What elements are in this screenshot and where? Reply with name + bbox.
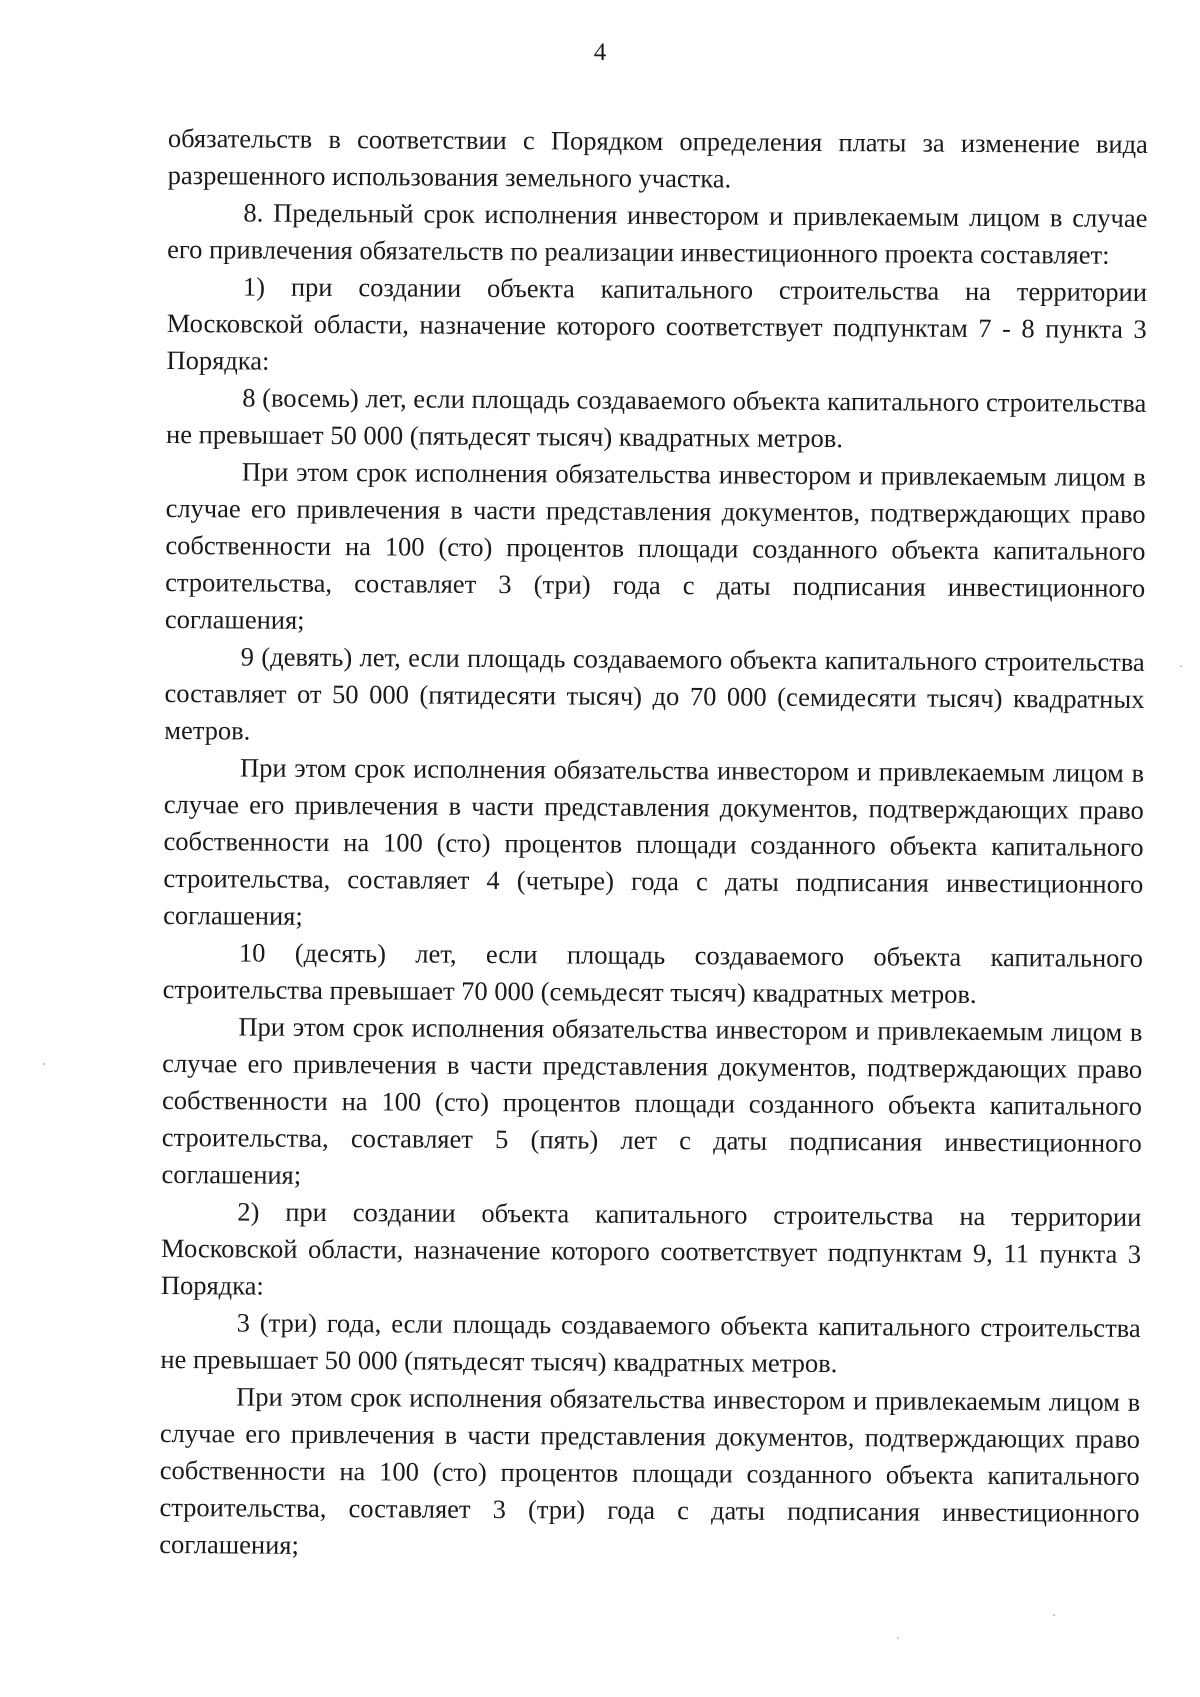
- paragraph-docs-term-5-years: При этом срок исполнения обязательства инвестором и привлекаемым лицом в случае его привлечения в части представления документов, подтверждающих право собственности на 100 (сто) процентов площади созданного объекта капитального строительства, составляет 5 (пять) лет с даты подписания инвестиционного соглашения;: [161, 1011, 1143, 1190]
- scan-speck: [1053, 1614, 1055, 1616]
- scan-speck: [43, 1063, 45, 1065]
- paragraph-term-8-years: 8 (восемь) лет, если площадь создаваемого объекта капитального строительства не превышает 50 000 (пятьдесят тысяч) квадратных метров.: [165, 382, 1147, 454]
- paragraph-clause-8: 8. Предельный срок исполнения инвестором и привлекаемым лицом в случае его привлечения обязательств по реализации инвестиционного проекта составляет:: [167, 197, 1148, 270]
- scan-speck: [897, 1637, 899, 1639]
- paragraph-subclause-2: 2) при создании объекта капитального строительства на территории Московской области, назначение которого соответствует подпунктам 9, 11 пункта 3 Порядка:: [160, 1196, 1142, 1301]
- paragraph-term-3-years: 3 (три) года, если площадь создаваемого объекта капитального строительства не превышает 50 000 (пятьдесят тысяч) квадратных метров.: [160, 1307, 1141, 1379]
- paragraph-term-10-years: 10 (десять) лет, если площадь создаваемого объекта капитального строительства превышает 70 000 (семьдесят тысяч) квадратных метров.: [162, 937, 1143, 1009]
- scan-speck: [1180, 665, 1182, 667]
- paragraph-docs-term-4-years: При этом срок исполнения обязательства инвестором и привлекаемым лицом в случае его привлечения в части представления документов, подтверждающих право собственности на 100 (сто) процентов площади созданного объекта капитального строительства, составляет 4 (четыре) года с даты подписания инвестиционного соглашения;: [163, 752, 1145, 931]
- paragraph-docs-term-3-years-second: При этом срок исполнения обязательства инвестором и привлекаемым лицом в случае его привлечения в части представления документов, подтверждающих право собственности на 100 (сто) процентов площади созданного объекта капитального строительства, составляет 3 (три) года с даты подписания инвестиционного соглашения;: [159, 1381, 1141, 1560]
- paragraph-term-9-years: 9 (девять) лет, если площадь создаваемого объекта капитального строительства составляет от 50 000 (пятидесяти тысяч) до 70 000 (семидесяти тысяч) квадратных метров.: [164, 641, 1145, 746]
- paragraph-subclause-1: 1) при создании объекта капитального строительства на территории Московской области, назначение которого соответствует подпунктам 7 - 8 пункта 3 Порядка:: [166, 271, 1148, 376]
- document-body: [159, 120, 1148, 1569]
- paragraph-continuation: обязательств в соответствии с Порядком определения платы за изменение вида разрешенного использования земельного участка.: [167, 122, 1148, 194]
- page-number: 4: [593, 39, 607, 66]
- paragraph-docs-term-3-years: При этом срок исполнения обязательства инвестором и привлекаемым лицом в случае его привлечения в части представления документов, подтверждающих право собственности на 100 (сто) процентов площади созданного объекта капитального строительства, составляет 3 (три) года с даты подписания инвестиционного соглашения;: [164, 456, 1146, 635]
